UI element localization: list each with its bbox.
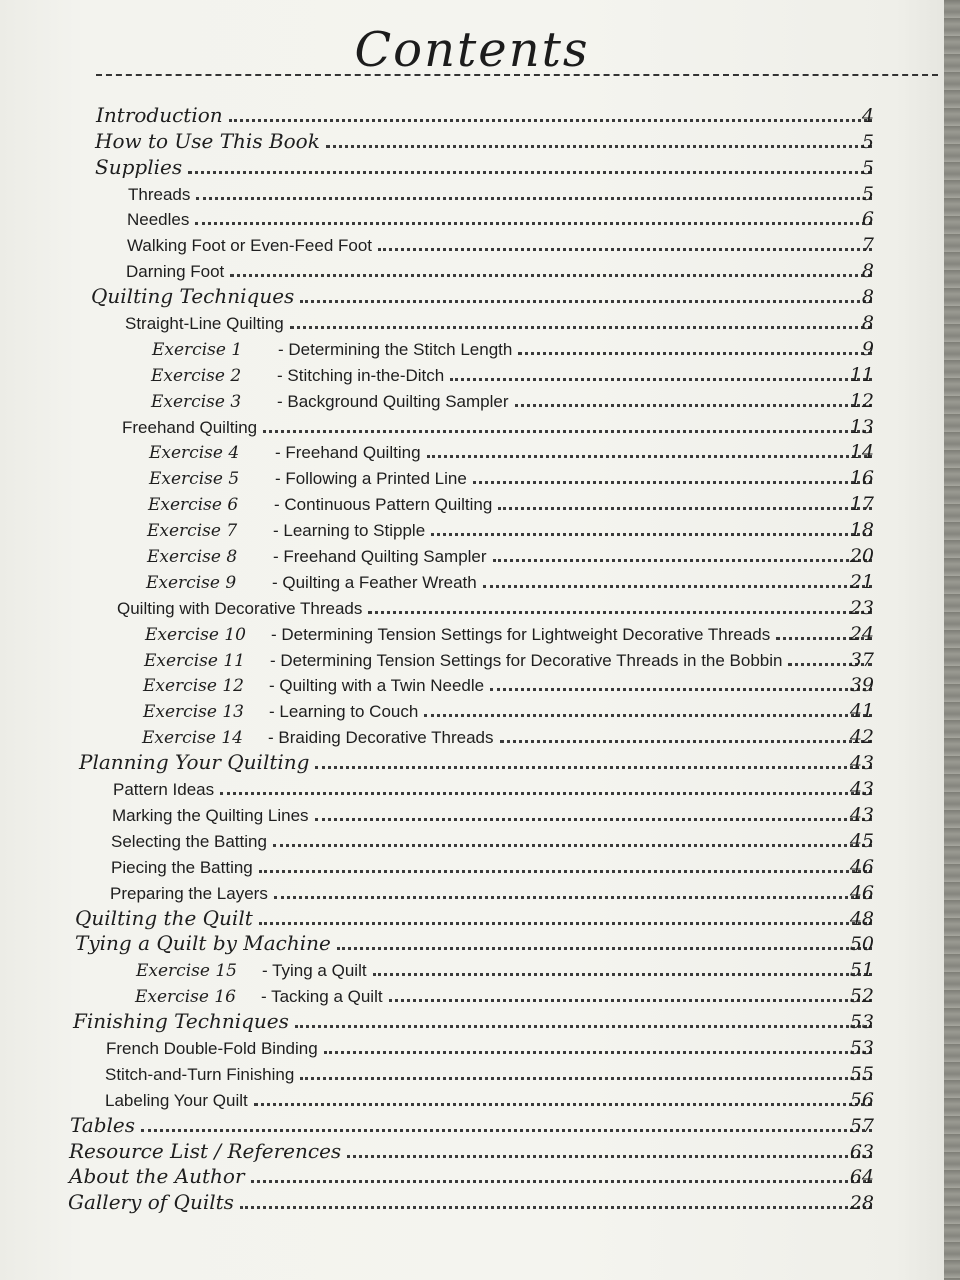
toc-entry-title: Labeling Your Quilt (105, 1090, 248, 1110)
page-number: 21 (849, 570, 874, 593)
toc-entry-title (149, 469, 473, 489)
toc-entry-title: Finishing Techniques (73, 1009, 289, 1034)
page-number: 46 (849, 855, 874, 878)
toc-entry-title (151, 366, 450, 386)
toc-entry-title: Needles (127, 210, 190, 230)
toc-entry (0, 386, 944, 412)
toc-entry-title: Piecing the Batting (111, 857, 253, 877)
exercise-label: Exercise 5 (149, 469, 240, 490)
page-edge (944, 0, 960, 1280)
dot-leader (263, 430, 872, 433)
toc-entry-title (135, 987, 389, 1007)
page-number: 16 (849, 467, 874, 490)
toc-entry (0, 230, 944, 256)
toc-entry (0, 800, 944, 826)
exercise-title: - Determining Tension Settings for Decorative Threads in the Bobbin (270, 650, 783, 670)
toc-entry (0, 826, 944, 852)
dot-leader (315, 818, 872, 821)
toc-entry-title (147, 521, 431, 541)
exercise-label: Exercise 7 (147, 521, 238, 542)
toc-entry (0, 593, 944, 619)
page-number: 41 (849, 700, 874, 723)
table-of-contents (0, 101, 944, 1214)
page-number: 48 (849, 907, 874, 930)
dot-leader (373, 973, 872, 976)
toc-entry-title: Freehand Quilting (122, 417, 258, 437)
exercise-title: - Quilting with a Twin Needle (269, 676, 485, 696)
dot-leader (259, 922, 872, 925)
dot-leader (230, 274, 872, 277)
toc-entry (0, 774, 944, 800)
page-number: 53 (849, 1011, 874, 1034)
page-number: 55 (849, 1062, 874, 1085)
exercise-title: - Background Quilting Sampler (277, 391, 509, 411)
toc-entry (0, 1007, 944, 1033)
toc-entry-title: Preparing the Layers (110, 883, 268, 903)
dot-leader (274, 896, 872, 899)
toc-entry-title: Stitch-and-Turn Finishing (105, 1064, 295, 1084)
toc-entry-title: How to Use This Book (95, 128, 320, 153)
exercise-label: Exercise 10 (145, 624, 246, 645)
toc-entry-title: Introduction (96, 102, 223, 127)
toc-entry (0, 567, 944, 593)
toc-entry-title (149, 443, 427, 463)
toc-entry-title (136, 961, 373, 981)
dot-leader (431, 533, 872, 536)
dot-leader (300, 1077, 872, 1080)
exercise-label: Exercise 6 (148, 495, 239, 516)
exercise-label: Exercise 16 (135, 987, 236, 1008)
page-number: 43 (849, 803, 874, 826)
page-number: 50 (849, 933, 874, 956)
toc-entry (0, 1163, 944, 1189)
toc-entry-title (148, 495, 498, 515)
exercise-title: - Learning to Stipple (273, 521, 426, 541)
toc-entry-title (152, 340, 518, 360)
toc-entry (0, 489, 944, 515)
dot-leader (300, 300, 872, 303)
exercise-title: - Determining Tension Settings for Lightweight Decorative Threads (271, 624, 771, 644)
toc-entry (0, 334, 944, 360)
dot-leader (337, 947, 872, 950)
toc-entry (0, 360, 944, 386)
toc-entry (0, 541, 944, 567)
page-number: 6 (861, 208, 874, 231)
toc-entry (0, 645, 944, 671)
exercise-label: Exercise 12 (143, 676, 244, 697)
dot-leader (273, 844, 872, 847)
exercise-title: - Freehand Quilting Sampler (273, 547, 487, 567)
page-number: 9 (861, 337, 874, 360)
dot-leader (473, 481, 872, 484)
exercise-label: Exercise 14 (142, 728, 243, 749)
page-number: 43 (849, 778, 874, 801)
exercise-title: - Freehand Quilting (275, 443, 421, 463)
toc-entry (0, 308, 944, 334)
dot-leader (515, 404, 872, 407)
dot-leader (295, 1025, 872, 1028)
toc-entry-title: Pattern Ideas (113, 780, 215, 800)
toc-entry (0, 955, 944, 981)
page-number: 5 (861, 130, 874, 153)
exercise-title: - Tying a Quilt (262, 961, 367, 981)
dot-leader (196, 197, 872, 200)
toc-entry (0, 463, 944, 489)
dot-leader (259, 870, 872, 873)
page-number: 28 (849, 1192, 874, 1215)
toc-entry-title: Darning Foot (126, 262, 225, 282)
dot-leader (220, 792, 872, 795)
page-number: 11 (849, 363, 874, 386)
exercise-title: - Learning to Couch (269, 702, 419, 722)
toc-entry-title (145, 625, 776, 645)
dot-leader (518, 352, 872, 355)
exercise-title: - Continuous Pattern Quilting (274, 495, 493, 515)
exercise-label: Exercise 15 (136, 961, 237, 982)
exercise-title: - Tacking a Quilt (261, 987, 383, 1007)
toc-entry-title: Planning Your Quilting (79, 750, 310, 775)
dot-leader (251, 1180, 872, 1183)
title-divider (96, 74, 938, 76)
toc-entry (0, 412, 944, 438)
toc-entry-title: Gallery of Quilts (68, 1190, 234, 1215)
page-number: 7 (861, 234, 874, 257)
toc-entry-title (143, 676, 490, 696)
page-number: 14 (849, 441, 874, 464)
toc-entry (0, 878, 944, 904)
toc-entry (0, 852, 944, 878)
dot-leader (195, 222, 872, 225)
exercise-label: Exercise 9 (146, 572, 237, 593)
toc-entry-title (147, 547, 493, 567)
exercise-title: - Following a Printed Line (275, 469, 467, 489)
toc-entry-title: Selecting the Batting (111, 831, 267, 851)
dot-leader (389, 999, 872, 1002)
page-number: 43 (849, 752, 874, 775)
toc-entry-title: Supplies (95, 154, 183, 179)
toc-entry-title: Marking the Quilting Lines (112, 805, 309, 825)
toc-entry (0, 515, 944, 541)
toc-entry (0, 1137, 944, 1163)
exercise-label: Exercise 4 (149, 443, 240, 464)
toc-entry-title: About the Author (69, 1164, 245, 1189)
toc-entry (0, 748, 944, 774)
exercise-title: - Stitching in-the-Ditch (277, 365, 445, 385)
exercise-label: Exercise 13 (143, 702, 244, 723)
toc-entry-title: Quilting the Quilt (75, 905, 253, 930)
dot-leader (315, 766, 872, 769)
page-number: 5 (861, 156, 874, 179)
toc-entry-title (146, 573, 483, 593)
dot-leader (141, 1129, 872, 1132)
toc-entry (0, 153, 944, 179)
toc-entry (0, 696, 944, 722)
toc-entry-title (144, 651, 788, 671)
page-number: 45 (849, 829, 874, 852)
toc-entry (0, 722, 944, 748)
toc-entry-title: Tying a Quilt by Machine (75, 931, 331, 956)
toc-entry (0, 1059, 944, 1085)
toc-entry (0, 1033, 944, 1059)
toc-entry (0, 1111, 944, 1137)
toc-entry-title: Threads (128, 184, 191, 204)
dot-leader (254, 1103, 872, 1106)
dot-leader (324, 1051, 872, 1054)
toc-entry-title: Walking Foot or Even-Feed Foot (127, 236, 373, 256)
page-number: 51 (849, 959, 874, 982)
toc-entry (0, 1188, 944, 1214)
toc-entry (0, 256, 944, 282)
page-number: 53 (849, 1036, 874, 1059)
toc-entry (0, 1085, 944, 1111)
toc-entry-title (142, 728, 500, 748)
dot-leader (490, 688, 872, 691)
dot-leader (483, 585, 872, 588)
toc-entry (0, 671, 944, 697)
page-number: 5 (861, 182, 874, 205)
toc-entry-title: Tables (70, 1112, 136, 1137)
toc-entry-title: Quilting Techniques (91, 284, 295, 309)
toc-entry-title (143, 702, 424, 722)
page-number: 52 (849, 985, 874, 1008)
toc-entry-title: Quilting with Decorative Threads (117, 598, 363, 618)
toc-entry (0, 101, 944, 127)
exercise-title: - Determining the Stitch Length (278, 339, 513, 359)
dot-leader (493, 559, 872, 562)
toc-entry (0, 438, 944, 464)
exercise-label: Exercise 8 (147, 547, 238, 568)
dot-leader (368, 611, 872, 614)
exercise-label: Exercise 11 (144, 650, 245, 671)
page-number: 56 (849, 1088, 874, 1111)
dot-leader (427, 455, 872, 458)
page-number: 23 (849, 596, 874, 619)
page-number: 8 (861, 312, 874, 335)
exercise-label: Exercise 1 (152, 339, 243, 360)
page-number: 13 (849, 415, 874, 438)
toc-entry (0, 282, 944, 308)
dot-leader (326, 145, 872, 148)
dot-leader (378, 248, 872, 251)
exercise-title: - Braiding Decorative Threads (268, 728, 494, 748)
toc-entry (0, 930, 944, 956)
toc-entry (0, 205, 944, 231)
page-number: 39 (849, 674, 874, 697)
page-title: Contents (354, 22, 590, 78)
dot-leader (240, 1206, 872, 1209)
page-number: 4 (861, 104, 874, 127)
page-number: 46 (849, 881, 874, 904)
dot-leader (450, 378, 872, 381)
toc-entry-title: Resource List / References (69, 1138, 342, 1163)
dot-leader (229, 119, 872, 122)
dot-leader (424, 714, 872, 717)
toc-entry (0, 981, 944, 1007)
page-number: 12 (849, 389, 874, 412)
page-number: 42 (849, 726, 874, 749)
toc-entry (0, 127, 944, 153)
page-number: 20 (849, 545, 874, 568)
dot-leader (188, 171, 872, 174)
dot-leader (498, 507, 872, 510)
toc-entry (0, 179, 944, 205)
page-number: 17 (849, 493, 874, 516)
page-number: 57 (849, 1114, 874, 1137)
dot-leader (347, 1155, 872, 1158)
toc-entry-title: Straight-Line Quilting (125, 314, 284, 334)
toc-entry-title: French Double-Fold Binding (106, 1038, 318, 1058)
page-number: 24 (849, 622, 874, 645)
page-number: 18 (849, 519, 874, 542)
page-number: 64 (849, 1166, 874, 1189)
exercise-title: - Quilting a Feather Wreath (272, 572, 477, 592)
exercise-label: Exercise 2 (151, 365, 242, 386)
dot-leader (290, 326, 872, 329)
page-number: 63 (849, 1140, 874, 1163)
toc-entry (0, 904, 944, 930)
toc-entry (0, 619, 944, 645)
toc-entry-title (151, 392, 515, 412)
page-number: 37 (849, 648, 874, 671)
page-number: 8 (861, 260, 874, 283)
dot-leader (500, 740, 872, 743)
page-number: 8 (861, 286, 874, 309)
exercise-label: Exercise 3 (151, 391, 242, 412)
